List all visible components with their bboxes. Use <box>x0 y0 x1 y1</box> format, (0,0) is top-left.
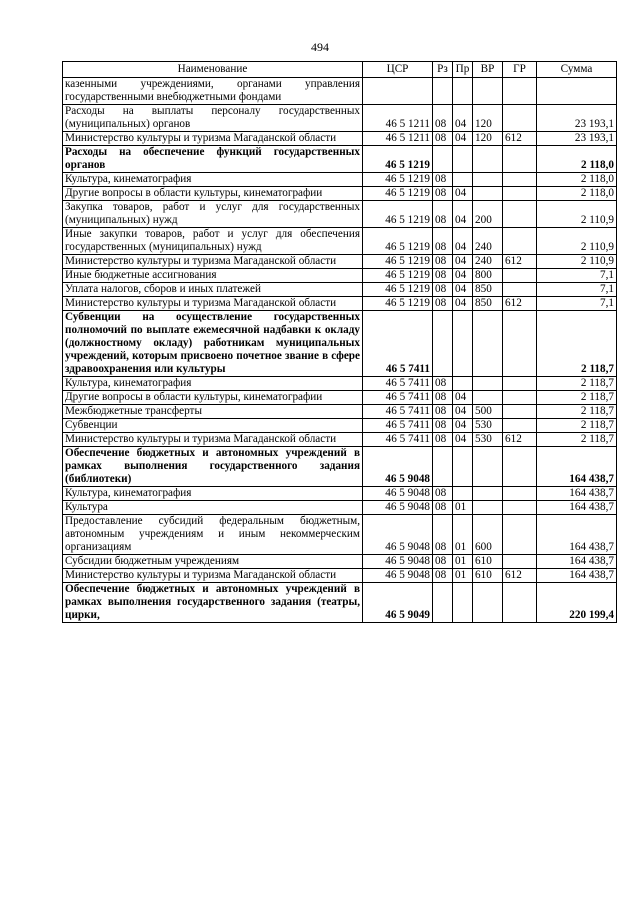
cell-vr: 500 <box>473 405 503 419</box>
table-row <box>63 228 617 255</box>
cell-sum: 2 118,0 <box>537 187 617 201</box>
cell-csr: 46 5 1219 <box>363 146 433 173</box>
cell-rz <box>433 583 453 623</box>
cell-gr <box>503 487 537 501</box>
cell-gr <box>503 201 537 228</box>
cell-pr: 04 <box>453 228 473 255</box>
cell-csr: 46 5 1219 <box>363 283 433 297</box>
cell-vr <box>473 187 503 201</box>
cell-vr: 800 <box>473 269 503 283</box>
cell-csr: 46 5 7411 <box>363 311 433 377</box>
cell-rz: 08 <box>433 391 453 405</box>
cell-csr: 46 5 7411 <box>363 405 433 419</box>
cell-rz: 08 <box>433 228 453 255</box>
cell-name: Министерство культуры и туризма Магаданской области <box>63 297 363 311</box>
cell-sum: 2 110,9 <box>537 228 617 255</box>
cell-pr <box>453 311 473 377</box>
cell-name: казенными учреждениями, органами управления государственными внебюджетными фондами <box>63 78 363 105</box>
table-row <box>63 187 617 201</box>
table-row <box>63 146 617 173</box>
header-csr: ЦСР <box>363 62 433 78</box>
cell-csr: 46 5 9048 <box>363 447 433 487</box>
cell-name: Министерство культуры и туризма Магаданской области <box>63 255 363 269</box>
cell-csr: 46 5 1219 <box>363 269 433 283</box>
cell-pr <box>453 146 473 173</box>
table-row <box>63 501 617 515</box>
cell-gr <box>503 187 537 201</box>
header-pr: Пр <box>453 62 473 78</box>
cell-rz: 08 <box>433 419 453 433</box>
cell-sum <box>537 78 617 105</box>
cell-vr <box>473 391 503 405</box>
cell-rz: 08 <box>433 501 453 515</box>
cell-rz: 08 <box>433 255 453 269</box>
header-name: Наименование <box>63 62 363 78</box>
header-sum: Сумма <box>537 62 617 78</box>
cell-vr: 240 <box>473 255 503 269</box>
cell-vr <box>473 487 503 501</box>
cell-pr: 04 <box>453 201 473 228</box>
cell-vr <box>473 377 503 391</box>
cell-name: Субвенции на осуществление государственных полномочий по выплате ежемесячной надбавки к окладу (должностному окладу) работникам муниципальных учреждений, которым присвоено почетное звание в сфере здравоохранения или культуры <box>63 311 363 377</box>
table-row <box>63 583 617 623</box>
cell-vr <box>473 311 503 377</box>
table-row <box>63 105 617 132</box>
cell-name: Расходы на обеспечение функций государственных органов <box>63 146 363 173</box>
cell-vr: 610 <box>473 555 503 569</box>
cell-pr: 04 <box>453 297 473 311</box>
cell-name: Культура, кинематография <box>63 173 363 187</box>
cell-pr <box>453 78 473 105</box>
cell-csr: 46 5 9049 <box>363 583 433 623</box>
table-row <box>63 269 617 283</box>
cell-gr <box>503 447 537 487</box>
table-row <box>63 297 617 311</box>
cell-csr: 46 5 7411 <box>363 419 433 433</box>
cell-vr <box>473 146 503 173</box>
cell-gr: 612 <box>503 255 537 269</box>
cell-csr: 46 5 1211 <box>363 132 433 146</box>
table-body <box>63 78 617 623</box>
cell-rz: 08 <box>433 187 453 201</box>
cell-pr: 04 <box>453 391 473 405</box>
cell-gr <box>503 269 537 283</box>
table-row <box>63 173 617 187</box>
cell-vr <box>473 501 503 515</box>
cell-pr <box>453 173 473 187</box>
cell-name: Уплата налогов, сборов и иных платежей <box>63 283 363 297</box>
table-row <box>63 433 617 447</box>
cell-csr: 46 5 7411 <box>363 391 433 405</box>
cell-rz: 08 <box>433 297 453 311</box>
cell-pr: 04 <box>453 132 473 146</box>
cell-pr: 04 <box>453 255 473 269</box>
cell-csr: 46 5 1219 <box>363 228 433 255</box>
cell-rz: 08 <box>433 283 453 297</box>
cell-csr: 46 5 9048 <box>363 555 433 569</box>
cell-vr <box>473 447 503 487</box>
cell-rz: 08 <box>433 377 453 391</box>
cell-vr: 120 <box>473 105 503 132</box>
cell-gr: 612 <box>503 297 537 311</box>
cell-pr: 04 <box>453 187 473 201</box>
cell-pr: 04 <box>453 419 473 433</box>
cell-sum: 2 118,7 <box>537 433 617 447</box>
cell-rz: 08 <box>433 173 453 187</box>
cell-csr: 46 5 1219 <box>363 201 433 228</box>
cell-name: Обеспечение бюджетных и автономных учреждений в рамках выполнения государственного задания (театры, цирки, <box>63 583 363 623</box>
cell-sum: 2 118,7 <box>537 391 617 405</box>
cell-rz: 08 <box>433 405 453 419</box>
cell-gr <box>503 146 537 173</box>
cell-rz: 08 <box>433 487 453 501</box>
cell-sum: 2 118,7 <box>537 311 617 377</box>
cell-pr: 04 <box>453 405 473 419</box>
cell-name: Иные закупки товаров, работ и услуг для обеспечения государственных (муниципальных) нужд <box>63 228 363 255</box>
cell-name: Закупка товаров, работ и услуг для государственных (муниципальных) нужд <box>63 201 363 228</box>
cell-pr: 01 <box>453 501 473 515</box>
cell-sum: 220 199,4 <box>537 583 617 623</box>
table-row <box>63 311 617 377</box>
cell-name: Субвенции <box>63 419 363 433</box>
table-row <box>63 391 617 405</box>
cell-rz: 08 <box>433 132 453 146</box>
cell-name: Культура, кинематография <box>63 487 363 501</box>
cell-csr: 46 5 7411 <box>363 433 433 447</box>
cell-sum: 164 438,7 <box>537 515 617 555</box>
budget-table <box>62 61 617 623</box>
table-row <box>63 515 617 555</box>
cell-name: Предоставление субсидий федеральным бюджетным, автономным учреждениям и иным некоммерческим организациям <box>63 515 363 555</box>
table-row <box>63 255 617 269</box>
table-row <box>63 555 617 569</box>
cell-pr: 01 <box>453 555 473 569</box>
cell-gr <box>503 515 537 555</box>
cell-pr <box>453 377 473 391</box>
cell-vr: 120 <box>473 132 503 146</box>
cell-name: Культура <box>63 501 363 515</box>
page-number: 494 <box>311 40 329 54</box>
cell-gr <box>503 419 537 433</box>
cell-csr: 46 5 1211 <box>363 105 433 132</box>
cell-pr: 04 <box>453 269 473 283</box>
cell-csr: 46 5 9048 <box>363 569 433 583</box>
cell-pr: 04 <box>453 433 473 447</box>
cell-vr <box>473 78 503 105</box>
cell-sum: 2 118,7 <box>537 405 617 419</box>
table-row <box>63 78 617 105</box>
cell-rz <box>433 78 453 105</box>
cell-csr: 46 5 1219 <box>363 297 433 311</box>
table-row <box>63 487 617 501</box>
cell-vr: 850 <box>473 297 503 311</box>
cell-gr <box>503 391 537 405</box>
cell-rz: 08 <box>433 201 453 228</box>
cell-sum: 7,1 <box>537 297 617 311</box>
cell-pr <box>453 583 473 623</box>
cell-pr: 01 <box>453 569 473 583</box>
cell-gr <box>503 405 537 419</box>
cell-name: Другие вопросы в области культуры, кинематографии <box>63 391 363 405</box>
table-row <box>63 201 617 228</box>
cell-vr: 200 <box>473 201 503 228</box>
header-rz: Рз <box>433 62 453 78</box>
header-gr: ГР <box>503 62 537 78</box>
cell-pr: 04 <box>453 283 473 297</box>
cell-vr <box>473 173 503 187</box>
cell-vr: 850 <box>473 283 503 297</box>
cell-sum: 164 438,7 <box>537 569 617 583</box>
cell-name: Другие вопросы в области культуры, кинематографии <box>63 187 363 201</box>
cell-sum: 23 193,1 <box>537 132 617 146</box>
cell-gr <box>503 78 537 105</box>
cell-csr: 46 5 9048 <box>363 487 433 501</box>
cell-name: Субсидии бюджетным учреждениям <box>63 555 363 569</box>
cell-gr <box>503 583 537 623</box>
cell-vr: 610 <box>473 569 503 583</box>
cell-rz: 08 <box>433 555 453 569</box>
cell-rz <box>433 311 453 377</box>
cell-sum: 164 438,7 <box>537 501 617 515</box>
cell-csr: 46 5 1219 <box>363 255 433 269</box>
cell-name: Расходы на выплаты персоналу государственных (муниципальных) органов <box>63 105 363 132</box>
cell-rz: 08 <box>433 433 453 447</box>
cell-name: Министерство культуры и туризма Магаданской области <box>63 132 363 146</box>
table-row <box>63 569 617 583</box>
cell-name: Министерство культуры и туризма Магаданской области <box>63 433 363 447</box>
table-row <box>63 132 617 146</box>
cell-gr: 612 <box>503 132 537 146</box>
cell-gr <box>503 173 537 187</box>
cell-gr <box>503 501 537 515</box>
cell-vr: 530 <box>473 419 503 433</box>
cell-gr: 612 <box>503 433 537 447</box>
cell-sum: 2 110,9 <box>537 201 617 228</box>
header-vr: ВР <box>473 62 503 78</box>
cell-sum: 164 438,7 <box>537 555 617 569</box>
cell-vr: 240 <box>473 228 503 255</box>
cell-sum: 2 118,0 <box>537 173 617 187</box>
table-row <box>63 447 617 487</box>
cell-gr <box>503 311 537 377</box>
cell-rz <box>433 146 453 173</box>
cell-pr: 04 <box>453 105 473 132</box>
cell-sum: 7,1 <box>537 283 617 297</box>
cell-csr: 46 5 9048 <box>363 515 433 555</box>
cell-gr <box>503 283 537 297</box>
cell-vr: 600 <box>473 515 503 555</box>
cell-rz: 08 <box>433 105 453 132</box>
cell-name: Иные бюджетные ассигнования <box>63 269 363 283</box>
cell-pr: 01 <box>453 515 473 555</box>
table-row <box>63 419 617 433</box>
cell-pr <box>453 487 473 501</box>
cell-name: Министерство культуры и туризма Магаданской области <box>63 569 363 583</box>
cell-csr <box>363 78 433 105</box>
cell-csr: 46 5 9048 <box>363 501 433 515</box>
cell-rz: 08 <box>433 515 453 555</box>
table-row <box>63 283 617 297</box>
cell-sum: 2 118,0 <box>537 146 617 173</box>
cell-gr <box>503 555 537 569</box>
cell-vr <box>473 583 503 623</box>
cell-sum: 2 110,9 <box>537 255 617 269</box>
cell-gr <box>503 377 537 391</box>
cell-sum: 164 438,7 <box>537 447 617 487</box>
cell-sum: 2 118,7 <box>537 419 617 433</box>
cell-csr: 46 5 1219 <box>363 187 433 201</box>
cell-rz: 08 <box>433 569 453 583</box>
cell-name: Культура, кинематография <box>63 377 363 391</box>
cell-gr <box>503 228 537 255</box>
cell-name: Обеспечение бюджетных и автономных учреждений в рамках выполнения государственного задания (библиотеки) <box>63 447 363 487</box>
cell-vr: 530 <box>473 433 503 447</box>
cell-csr: 46 5 7411 <box>363 377 433 391</box>
cell-rz: 08 <box>433 269 453 283</box>
cell-sum: 23 193,1 <box>537 105 617 132</box>
cell-pr <box>453 447 473 487</box>
cell-gr: 612 <box>503 569 537 583</box>
cell-sum: 7,1 <box>537 269 617 283</box>
table-row <box>63 405 617 419</box>
cell-name: Межбюджетные трансферты <box>63 405 363 419</box>
cell-csr: 46 5 1219 <box>363 173 433 187</box>
cell-sum: 2 118,7 <box>537 377 617 391</box>
table-header-row <box>63 62 617 78</box>
cell-gr <box>503 105 537 132</box>
cell-sum: 164 438,7 <box>537 487 617 501</box>
table-row <box>63 377 617 391</box>
cell-rz <box>433 447 453 487</box>
